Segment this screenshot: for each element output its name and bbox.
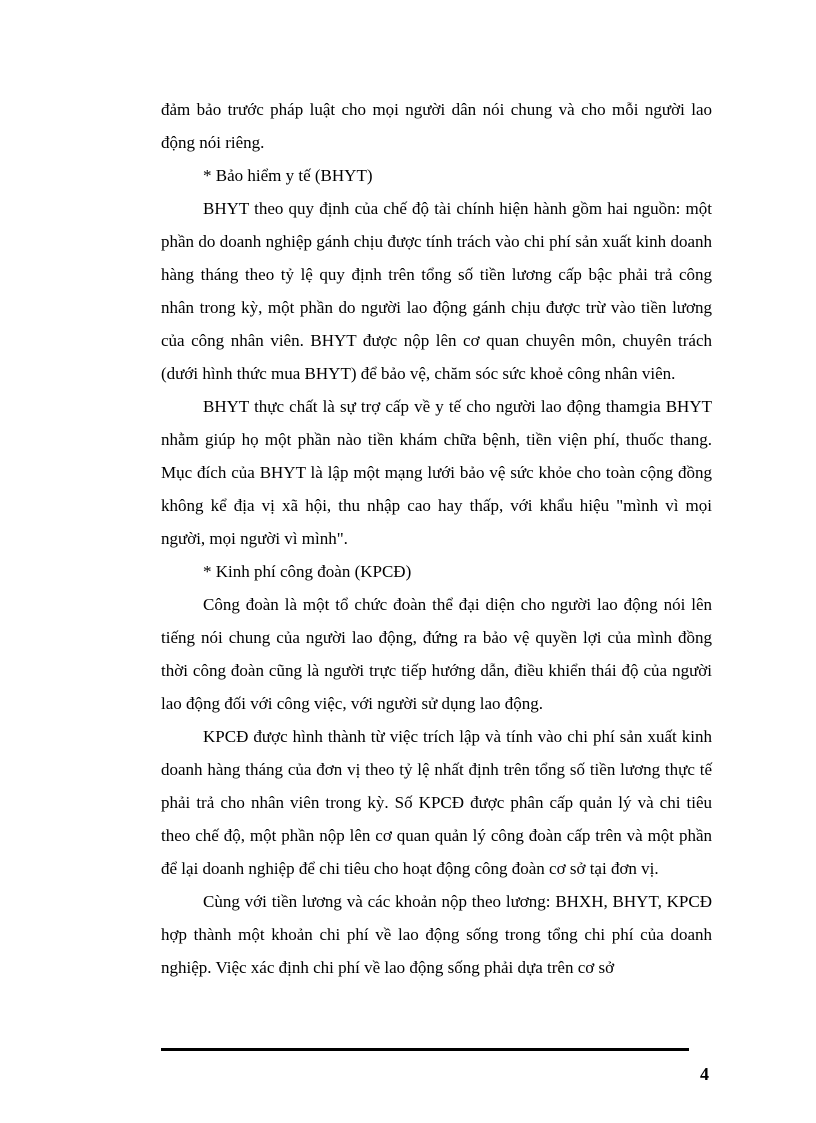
page-number: 4 [700, 1064, 709, 1084]
paragraph-bhyt-sources: BHYT theo quy định của chế độ tài chính hiện hành gồm hai nguồn: một phần do doanh nghiệp gánh chịu được tính trách vào chi phí sản xuất kinh doanh hàng tháng theo tỷ lệ quy định trên tổng số tiền lương cấp bậc phải trả công nhân trong kỳ, một phần do người lao động gánh chịu được trừ vào tiền lương của công nhân viên. BHYT được nộp lên cơ quan chuyên môn, chuyên trách (dưới hình thức mua BHYT) để bảo vệ, chăm sóc sức khoẻ công nhân viên. [161, 199, 712, 383]
paragraph-kpcd-formation: KPCĐ được hình thành từ việc trích lập và tính vào chi phí sản xuất kinh doanh hàng tháng của đơn vị theo tỷ lệ nhất định trên tổng số tiền lương thực tế phải trả cho nhân viên trong kỳ. Số KPCĐ được phân cấp quản lý và chi tiêu theo chế độ, một phần nộp lên cơ quan quản lý công đoàn cấp trên và một phần để lại doanh nghiệp để chi tiêu cho hoạt động công đoàn cơ sở tại đơn vị. [161, 727, 712, 878]
body-text [161, 93, 712, 984]
paragraph-union-definition: Công đoàn là một tổ chức đoàn thể đại diện cho người lao động nói lên tiếng nói chung của người lao động, đứng ra bảo vệ quyền lợi của mình đồng thời công đoàn cũng là người trực tiếp hướng dẫn, điều khiển thái độ của người lao động đối với công việc, với người sử dụng lao động. [161, 595, 712, 713]
paragraph-continuation: đảm bảo trước pháp luật cho mọi người dân nói chung và cho mỗi người lao động nói riêng. [161, 100, 712, 152]
paragraph-bhyt-purpose: BHYT thực chất là sự trợ cấp về y tế cho người lao động thamgia BHYT nhằm giúp họ một phần nào tiền khám chữa bệnh, tiền viện phí, thuốc thang. Mục đích của BHYT là lập một mạng lưới bảo vệ sức khỏe cho toàn cộng đồng không kể địa vị xã hội, thu nhập cao hay thấp, với khẩu hiệu "mình vì mọi người, mọi người vì mình". [161, 397, 712, 548]
heading-bhyt: * Bảo hiểm y tế (BHYT) [203, 166, 373, 185]
footer-rule [161, 1048, 689, 1051]
heading-kpcd: * Kinh phí công đoàn (KPCĐ) [203, 562, 412, 581]
paragraph-labor-cost: Cùng với tiền lương và các khoản nộp theo lương: BHXH, BHYT, KPCĐ hợp thành một khoản chi phí về lao động sống trong tổng chi phí của doanh nghiệp. Việc xác định chi phí về lao động sống phải dựa trên cơ sở [161, 892, 712, 977]
